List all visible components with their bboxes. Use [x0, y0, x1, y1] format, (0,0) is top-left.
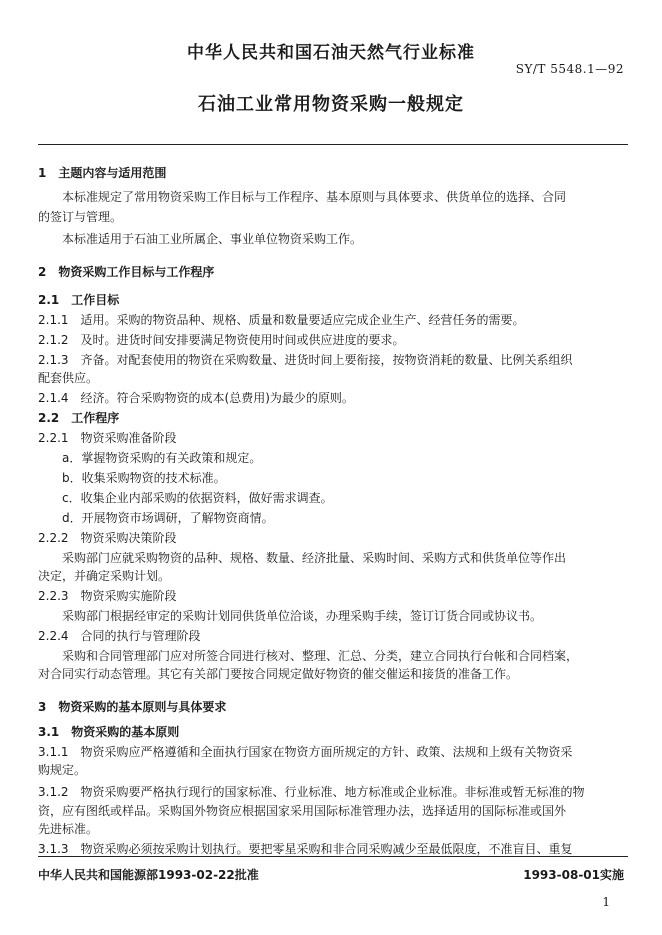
paragraph-line: 决定，并确定采购计划。 — [38, 569, 171, 583]
list-item: d．开展物资市场调研，了解物资商情。 — [62, 511, 274, 525]
paragraph-line: 采购部门应就采购物资的品种、规格、数量、经济批量、采购时间、采购方式和供货单位等作出 — [62, 551, 567, 565]
paragraph-line: 对合同实行动态管理。其它有关部门要按合同规定做好物资的催交催运和接货的准备工作。 — [38, 667, 519, 681]
paragraph-line: 采购部门根据经审定的采购计划同供货单位洽谈，办理采购手续，签订订货合同或协议书。 — [62, 609, 543, 623]
paragraph-line: 2.1.2 及时。进货时间安排要满足物资使用时间或供应进度的要求。 — [38, 333, 405, 347]
page-number: 1 — [602, 895, 610, 909]
paragraph-line: 2.2.2 物资采购决策阶段 — [38, 531, 177, 545]
paragraph-line: 购规定。 — [38, 763, 87, 777]
bottom-divider — [38, 856, 628, 857]
subsection-heading: 3.1 物资采购的基本原则 — [38, 725, 180, 739]
section-heading: 2 物资采购工作目标与工作程序 — [38, 265, 215, 279]
list-item: c．收集企业内部采购的依据资料，做好需求调查。 — [62, 491, 333, 505]
standard-code: SY/T 5548.1—92 — [515, 62, 624, 76]
paragraph-line: 本标准适用于石油工业所属企、事业单位物资采购工作。 — [62, 232, 363, 246]
paragraph-line: 配套供应。 — [38, 371, 99, 385]
subsection-heading: 2.2 工作程序 — [38, 411, 120, 425]
implementation-date: 1993-08-01实施 — [523, 868, 624, 882]
paragraph-line: 2.2.3 物资采购实施阶段 — [38, 589, 177, 603]
section-heading: 3 物资采购的基本原则与具体要求 — [38, 700, 227, 714]
paragraph-line: 3.1.2 物资采购要严格执行现行的国家标准、行业标准、地方标准或企业标准。非标准或暂无标准的物 — [38, 785, 585, 799]
subsection-heading: 2.1 工作目标 — [38, 293, 120, 307]
paragraph-line: 2.1.4 经济。符合采购物资的成本(总费用)为最少的原则。 — [38, 391, 354, 405]
paragraph-line: 2.1.1 适用。采购的物资品种、规格、质量和数量要适应完成企业生产、经营任务的需要。 — [38, 313, 525, 327]
approval-line: 中华人民共和国能源部1993-02-22批准 — [38, 868, 259, 882]
list-item: a．掌握物资采购的有关政策和规定。 — [62, 451, 262, 465]
section-heading: 1 主题内容与适用范围 — [38, 166, 167, 180]
paragraph-line: 资，应有图纸或样品。采购国外物资应根据国家采用国际标准管理办法，选择适用的国际标准或国外 — [38, 804, 567, 818]
paragraph-line: 2.2.4 合同的执行与管理阶段 — [38, 629, 201, 643]
paragraph-line: 3.1.3 物资采购必须按采购计划执行。要把零星采购和非合同采购减少至最低限度，不准盲目、重复 — [38, 842, 573, 856]
paragraph-line: 本标准规定了常用物资采购工作目标与工作程序、基本原则与具体要求、供货单位的选择、合同 — [62, 190, 567, 204]
paragraph-line: 采购和合同管理部门应对所签合同进行核对、整理、汇总、分类，建立合同执行台帐和合同档案， — [62, 649, 579, 663]
paragraph-line: 2.2.1 物资采购准备阶段 — [38, 431, 177, 445]
top-divider — [38, 144, 628, 145]
list-item: b．收集采购物资的技术标准。 — [62, 471, 226, 485]
paragraph-line: 先进标准。 — [38, 822, 99, 836]
paragraph-line: 3.1.1 物资采购应严格遵循和全面执行国家在物资方面所规定的方针、政策、法规和上级有关物资采 — [38, 745, 573, 759]
paragraph-line: 的签订与管理。 — [38, 210, 123, 224]
standard-category-header: 中华人民共和国石油天然气行业标准 — [187, 43, 475, 63]
document-title: 石油工业常用物资采购一般规定 — [198, 94, 464, 115]
paragraph-line: 2.1.3 齐备。对配套使用的物资在采购数量、进货时间上要衔接，按物资消耗的数量、比例关系组织 — [38, 353, 573, 367]
